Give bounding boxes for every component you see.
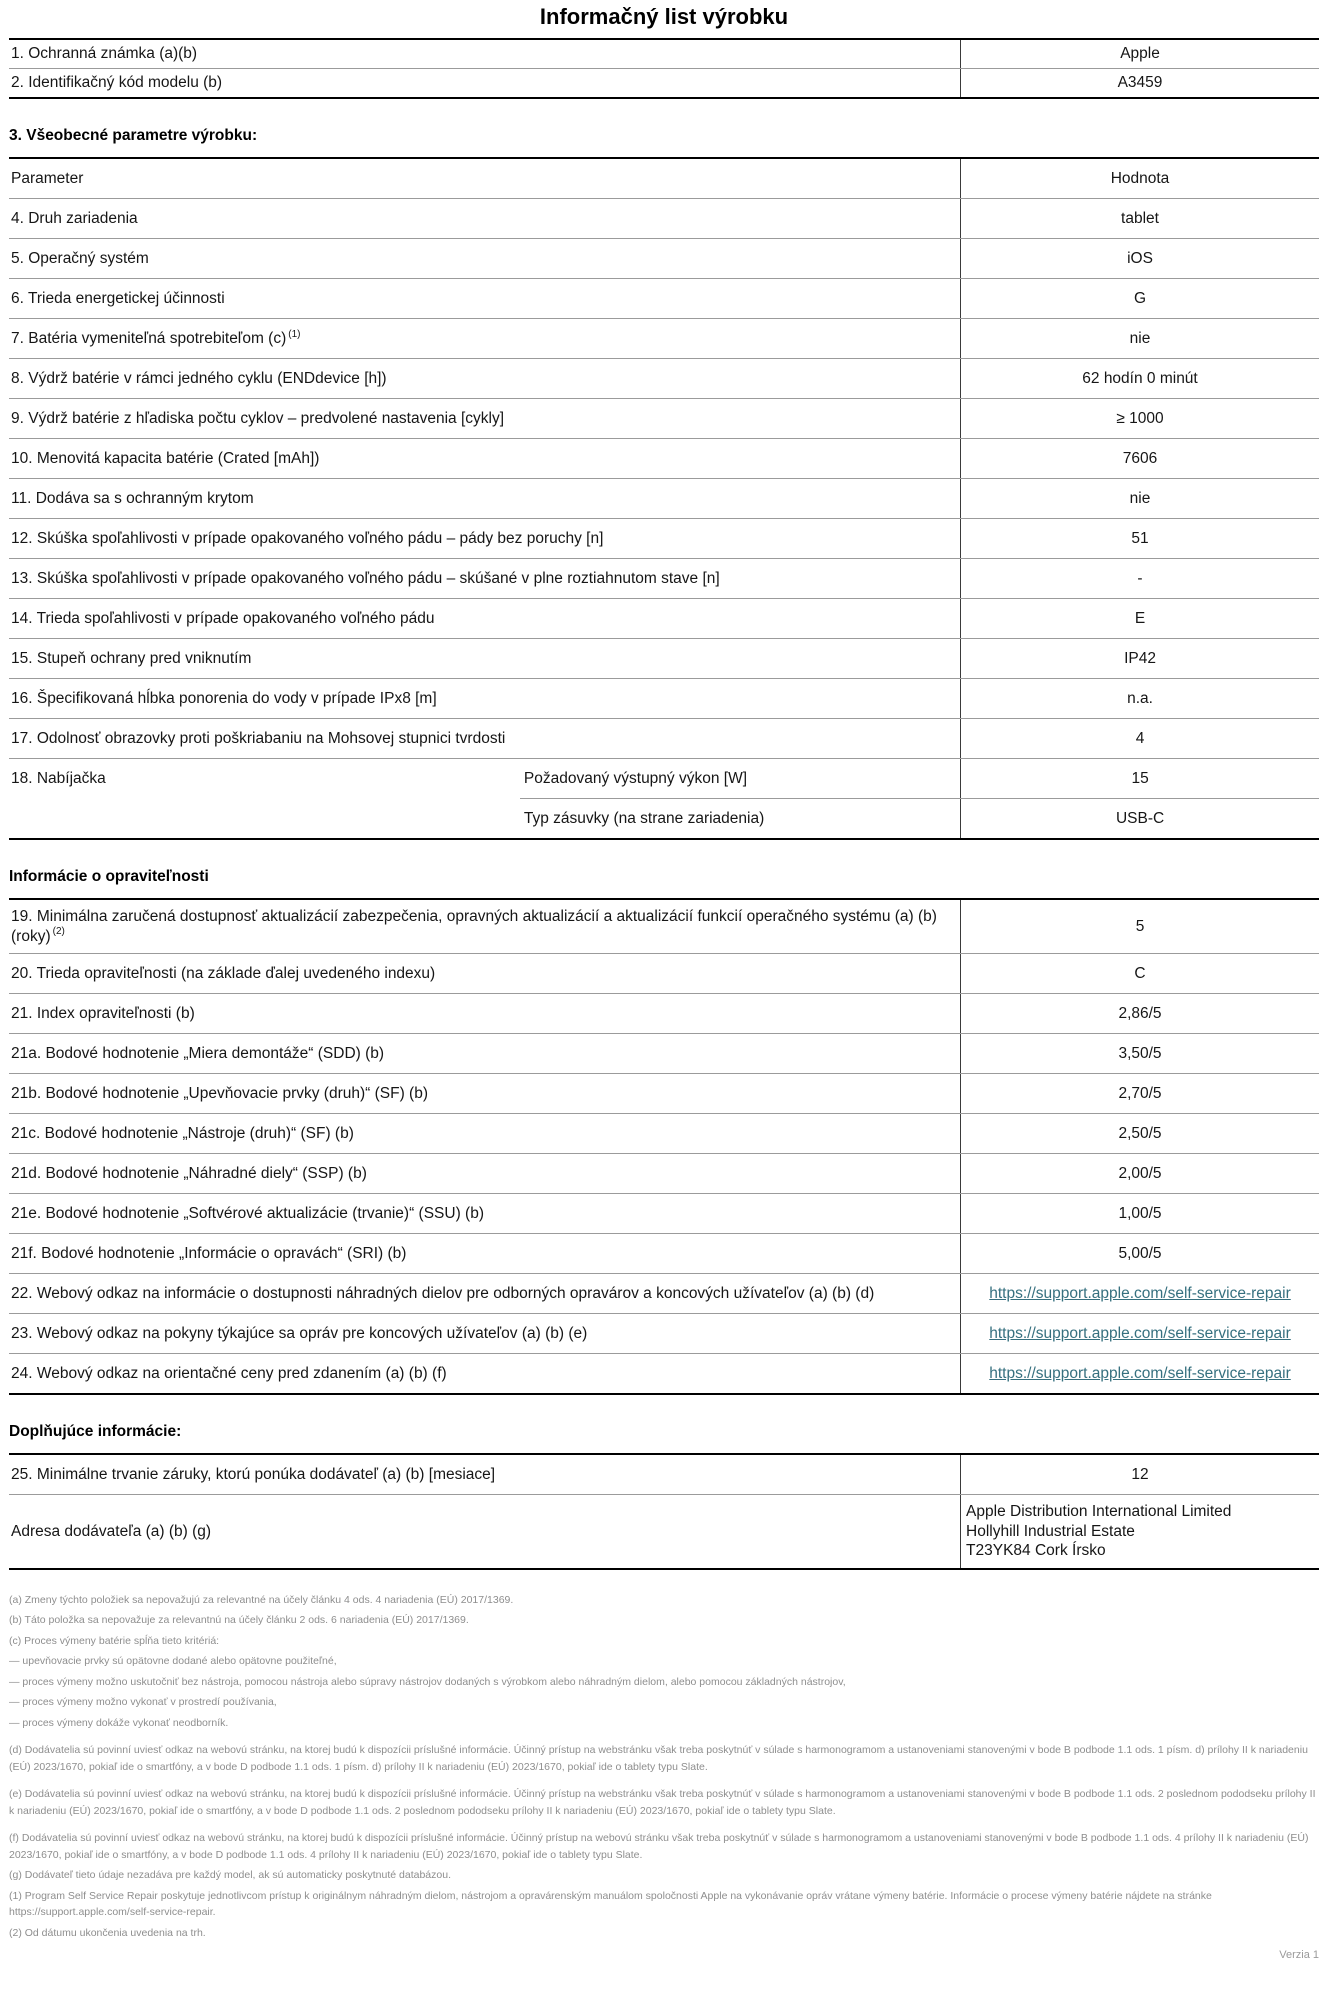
- table-row: [9, 558, 1319, 598]
- row-value: 5: [960, 900, 1319, 953]
- table-row: [9, 598, 1319, 638]
- row-label: [9, 1074, 960, 1113]
- row-label: [9, 69, 960, 97]
- general-rows: [9, 198, 1319, 758]
- footnote: (d) Dodávatelia sú povinní uviesť odkaz na webovú stránku, na ktorej budú k dispozícii príslušné informácie. Účinný prístup na webstránku však treba poskytnúť v súlade s harmonogramom a ustanoveniami stanovenými v bode B podbode 1.1 ods. 1 písm. d) prílohy II k nariadeniu (EÚ) 2023/1670, pokiaľ ide o smartfóny, a v bode D podbode 1.1 ods. 1 písm. d) prílohy II k nariadeniu (EÚ) 2023/1670, pokiaľ ide o tablety typu Slate.: [9, 1744, 1308, 1773]
- row-value: 2,50/5: [960, 1114, 1319, 1153]
- footnote: — proces výmeny dokáže vykonať neodborník.: [9, 1716, 229, 1729]
- footnote: (g) Dodávateľ tieto údaje nezadáva pre každý model, ak sú automaticky poskytnuté databázou.: [9, 1869, 451, 1881]
- row-value: 4: [960, 719, 1319, 758]
- support-link[interactable]: https://support.apple.com/self-service-repair: [989, 1284, 1291, 1302]
- additional-rows: [9, 1455, 1319, 1494]
- row-label: [9, 1314, 960, 1353]
- row-value: 7606: [960, 439, 1319, 478]
- table-row: [9, 68, 1319, 97]
- table-row: [9, 1033, 1319, 1073]
- row-label-text: 6. Trieda energetickej účinnosti: [11, 289, 225, 307]
- row-value: IP42: [960, 639, 1319, 678]
- row-value: 2,70/5: [960, 1074, 1319, 1113]
- row-label: [9, 279, 960, 318]
- row-value: USB-C: [960, 799, 1319, 838]
- table-row: [9, 718, 1319, 758]
- row-label: [9, 439, 960, 478]
- row-label-text: 10. Menovitá kapacita batérie (Crated [mAh]): [11, 449, 320, 467]
- table-row: [9, 1193, 1319, 1233]
- identification-rows: [9, 40, 1319, 97]
- row-label: [9, 1354, 960, 1393]
- row-value: Apple: [960, 40, 1319, 68]
- row-label-text: 8. Výdrž batérie v rámci jedného cyklu (ENDdevice [h]): [11, 369, 387, 387]
- row-value: [960, 1274, 1319, 1313]
- row-label-text: 21d. Bodové hodnotenie „Náhradné diely“ (SSP) (b): [11, 1164, 367, 1182]
- charger-sub-row: [520, 759, 1319, 798]
- row-label: [9, 519, 960, 558]
- row-value: n.a.: [960, 679, 1319, 718]
- row-value: nie: [960, 319, 1319, 358]
- row-value: iOS: [960, 239, 1319, 278]
- row-label: [9, 239, 960, 278]
- row-value: E: [960, 599, 1319, 638]
- identification-table: [9, 38, 1319, 99]
- table-row: [9, 318, 1319, 358]
- row-label: [9, 679, 960, 718]
- row-value: ≥ 1000: [960, 399, 1319, 438]
- row-label: [9, 900, 960, 953]
- row-value: A3459: [960, 69, 1319, 97]
- footnote: (a) Zmeny týchto položiek sa nepovažujú za relevantné na účely článku 4 ods. 4 nariadenia (EÚ) 2017/1369.: [9, 1593, 514, 1606]
- table-row: [9, 1073, 1319, 1113]
- repairability-rows: [9, 900, 1319, 1393]
- row-sublabel: [520, 799, 960, 838]
- footnote: (e) Dodávatelia sú povinní uviesť odkaz na webovú stránku, na ktorej budú k dispozícii príslušné informácie. Účinný prístup na webstránku však treba poskytnúť v súlade s harmonogramom a ustanoveniami stanovenými v bode B podbode 1.1 ods. 2 poslednom pododseku prílohy II k nariadeniu (EÚ) 2023/1670, pokiaľ ide o smartfóny, a v bode D podbode 1.1 ods. 2 poslednom pododseku prílohy II k nariadeniu (EÚ) 2023/1670, pokiaľ ide o tablety typu Slate.: [9, 1788, 1316, 1817]
- table-row: [9, 993, 1319, 1033]
- row-label-text: 12. Skúška spoľahlivosti v prípade opakovaného voľného pádu – pády bez poruchy [n]: [11, 529, 604, 547]
- table-row: [9, 1313, 1319, 1353]
- section-additional-heading: Doplňujúce informácie:: [9, 1423, 182, 1440]
- footnotes: [9, 1592, 1319, 1942]
- table-row: [9, 900, 1319, 953]
- column-header-value: Hodnota: [960, 159, 1319, 198]
- table-row: [9, 398, 1319, 438]
- row-value: [960, 1354, 1319, 1393]
- row-label: [9, 1034, 960, 1073]
- footnote: — proces výmeny možno vykonať v prostredí používania,: [9, 1696, 277, 1708]
- row-label: [9, 559, 960, 598]
- row-value: 5,00/5: [960, 1234, 1319, 1273]
- row-label: [9, 1455, 960, 1494]
- additional-info-table: [9, 1453, 1319, 1570]
- row-label-text: 18. Nabíjačka: [11, 770, 106, 787]
- table-row: [9, 198, 1319, 238]
- row-label: [9, 719, 960, 758]
- table-row-supplier-address: [9, 1494, 1319, 1568]
- row-value: 1,00/5: [960, 1194, 1319, 1233]
- row-label-text: 7. Batéria vymeniteľná spotrebiteľom (c) $^{(1)}$: [11, 328, 301, 347]
- row-label-text: 1. Ochranná známka (a)(b): [11, 45, 198, 63]
- row-value: [960, 1314, 1319, 1353]
- row-label: [9, 1234, 960, 1273]
- footnote: (1) Program Self Service Repair poskytuje jednotlivcom prístup k originálnym náhradným dielom, nástrojom a opravárenským manuálom spoločnosti Apple na vykonávanie opráv vrátane výmeny batérie. Informácie o procese výmeny batérie nájdete na stránke https://support.apple.com/self-service-repair.: [9, 1889, 1212, 1918]
- table-row: [9, 1153, 1319, 1193]
- charger-sub-row: [520, 798, 1319, 838]
- row-value: 2,00/5: [960, 1154, 1319, 1193]
- table-row: [9, 358, 1319, 398]
- row-value: 51: [960, 519, 1319, 558]
- row-label: [9, 479, 960, 518]
- row-label: [9, 639, 960, 678]
- row-label-text: 17. Odolnosť obrazovky proti poškriabaniu na Mohsovej stupnici tvrdosti: [11, 729, 506, 747]
- table-row: [9, 40, 1319, 68]
- row-label-text: 19. Minimálna zaručená dostupnosť aktualizácií zabezpečenia, opravných aktualizácií a aktualizácií funkcií operačného systému (a) (b) (roky) $^{(2)}$: [11, 908, 937, 945]
- row-label-text: 22. Webový odkaz na informácie o dostupnosti náhradných dielov pre odborných opravárov a koncových užívateľov (a) (b) (d): [11, 1284, 875, 1302]
- row-label-text: 14. Trieda spoľahlivosti v prípade opakovaného voľného pádu: [11, 609, 435, 627]
- table-row: [9, 478, 1319, 518]
- footnote: (c) Proces výmeny batérie spĺňa tieto kritériá:: [9, 1634, 220, 1647]
- general-parameters-table: [9, 157, 1319, 840]
- table-row: [9, 438, 1319, 478]
- address-line: T23YK84 Cork Írsko: [966, 1542, 1106, 1559]
- row-label: [9, 954, 960, 993]
- row-label-text: 21b. Bodové hodnotenie „Upevňovacie prvky (druh)“ (SF) (b): [11, 1084, 428, 1102]
- row-label: [9, 1495, 960, 1568]
- footnote-ref: (1): [288, 328, 301, 340]
- footnote: (2) Od dátumu ukončenia uvedenia na trh.: [9, 1926, 206, 1939]
- row-label-text: 4. Druh zariadenia: [11, 209, 138, 227]
- row-value: 12: [960, 1455, 1319, 1494]
- row-label-text: 21. Index opraviteľnosti (b): [11, 1004, 195, 1022]
- row-label-text: 15. Stupeň ochrany pred vniknutím: [11, 649, 252, 667]
- table-row: [9, 278, 1319, 318]
- row-label-text: Adresa dodávateľa (a) (b) (g): [11, 1522, 212, 1540]
- row-label-text: 24. Webový odkaz na orientačné ceny pred zdanením (a) (b) (f): [11, 1364, 447, 1382]
- row-label: [9, 359, 960, 398]
- row-label-text: 11. Dodáva sa s ochranným krytom: [11, 489, 254, 507]
- row-value: 3,50/5: [960, 1034, 1319, 1073]
- table-row-charger: [9, 758, 1319, 838]
- row-sublabel-text: Požadovaný výstupný výkon [W]: [523, 769, 748, 787]
- row-label-text: 16. Špecifikovaná hĺbka ponorenia do vody v prípade IPx8 [m]: [11, 689, 437, 707]
- row-value: 62 hodín 0 minút: [960, 359, 1319, 398]
- row-sublabel-text: Typ zásuvky (na strane zariadenia): [523, 809, 765, 827]
- row-label-text: 21c. Bodové hodnotenie „Nástroje (druh)“ (SF) (b): [11, 1124, 354, 1142]
- row-label-text: 21a. Bodové hodnotenie „Miera demontáže“ (SDD) (b): [11, 1044, 385, 1062]
- footnote: (f) Dodávatelia sú povinní uviesť odkaz na webovú stránku, na ktorej budú k dispozícii príslušné informácie. Účinný prístup na webovú stránku však treba poskytnúť v súlade s harmonogramom a ustanoveniami stanovenými v bode B podbode 1.1 ods. 4 prílohy II k nariadeniu (EÚ) 2023/1670, pokiaľ ide o smartfóny, a v bode D podbode 1.1 ods. 4 prílohy II k nariadeniu (EÚ) 2023/1670, pokiaľ ide o tablety typu Slate.: [9, 1832, 1309, 1861]
- table-row: [9, 638, 1319, 678]
- row-label-text: 21e. Bodové hodnotenie „Softvérové aktualizácie (trvanie)“ (SSU) (b): [11, 1204, 484, 1222]
- row-value: tablet: [960, 199, 1319, 238]
- row-label-text: 23. Webový odkaz na pokyny týkajúce sa opráv pre koncových užívateľov (a) (b) (e): [11, 1324, 588, 1342]
- row-value: G: [960, 279, 1319, 318]
- table-row: [9, 518, 1319, 558]
- row-label-text: 25. Minimálne trvanie záruky, ktorú ponúka dodávateľ (a) (b) [mesiace]: [11, 1465, 496, 1483]
- row-value: 15: [960, 759, 1319, 798]
- table-row: [9, 1455, 1319, 1494]
- row-sublabel: [520, 759, 960, 798]
- row-label: [9, 759, 520, 838]
- row-label-text: 20. Trieda opraviteľnosti (na základe ďalej uvedeného indexu): [11, 964, 436, 982]
- table-row: [9, 1353, 1319, 1393]
- section-repairability-heading: Informácie o opraviteľnosti: [9, 868, 209, 885]
- section-general-heading: 3. Všeobecné parametre výrobku:: [9, 127, 258, 144]
- row-value: C: [960, 954, 1319, 993]
- row-label: [9, 599, 960, 638]
- address-line: Apple Distribution International Limited: [966, 1503, 1232, 1520]
- row-value: nie: [960, 479, 1319, 518]
- row-label: [9, 199, 960, 238]
- row-label-text: 13. Skúška spoľahlivosti v prípade opakovaného voľného pádu – skúšané v plne roztiahnutom stave [n]: [11, 569, 720, 587]
- row-value: -: [960, 559, 1319, 598]
- column-header-parameter: Parameter: [11, 169, 84, 187]
- support-link[interactable]: https://support.apple.com/self-service-repair: [989, 1324, 1291, 1342]
- row-value: 2,86/5: [960, 994, 1319, 1033]
- row-label-text: 21f. Bodové hodnotenie „Informácie o opravách“ (SRI) (b): [11, 1244, 407, 1262]
- version-label: Verzia 1: [1279, 1949, 1319, 1961]
- table-row: [9, 953, 1319, 993]
- row-label: [9, 319, 960, 358]
- table-row: [9, 1233, 1319, 1273]
- footnote: — proces výmeny možno uskutočniť bez nástroja, pomocou nástroja alebo súpravy nástrojov dodaných s výrobkom alebo náhradným dielom, alebo pomocou základných nástrojov,: [9, 1675, 846, 1688]
- row-label: [9, 1154, 960, 1193]
- row-label-text: 2. Identifikačný kód modelu (b): [11, 74, 223, 92]
- footnote: — upevňovacie prvky sú opätovne dodané alebo opätovne použiteľné,: [9, 1655, 337, 1667]
- supplier-address-value: [960, 1495, 1319, 1568]
- row-label: [9, 399, 960, 438]
- table-header-row: [9, 159, 1319, 198]
- row-label-text: 5. Operačný systém: [11, 249, 149, 267]
- footnote-ref: (2): [52, 926, 65, 938]
- page-title: Informačný list výrobku: [539, 4, 789, 29]
- footnote: (b) Táto položka sa nepovažuje za relevantnú na účely článku 2 ods. 6 nariadenia (EÚ) 2017/1369.: [9, 1614, 469, 1626]
- address-line: Hollyhill Industrial Estate: [966, 1522, 1135, 1540]
- row-label-text: 9. Výdrž batérie z hľadiska počtu cyklov – predvolené nastavenia [cykly]: [11, 409, 505, 427]
- row-label: [9, 994, 960, 1033]
- row-label: [9, 1274, 960, 1313]
- support-link[interactable]: https://support.apple.com/self-service-repair: [989, 1364, 1291, 1382]
- table-row: [9, 678, 1319, 718]
- charger-sub-table: [520, 759, 1319, 838]
- table-row: [9, 1113, 1319, 1153]
- row-label: [9, 1194, 960, 1233]
- table-row: [9, 238, 1319, 278]
- table-row: [9, 1273, 1319, 1313]
- row-label: [9, 40, 960, 68]
- row-label: [9, 1114, 960, 1153]
- repairability-table: [9, 898, 1319, 1395]
